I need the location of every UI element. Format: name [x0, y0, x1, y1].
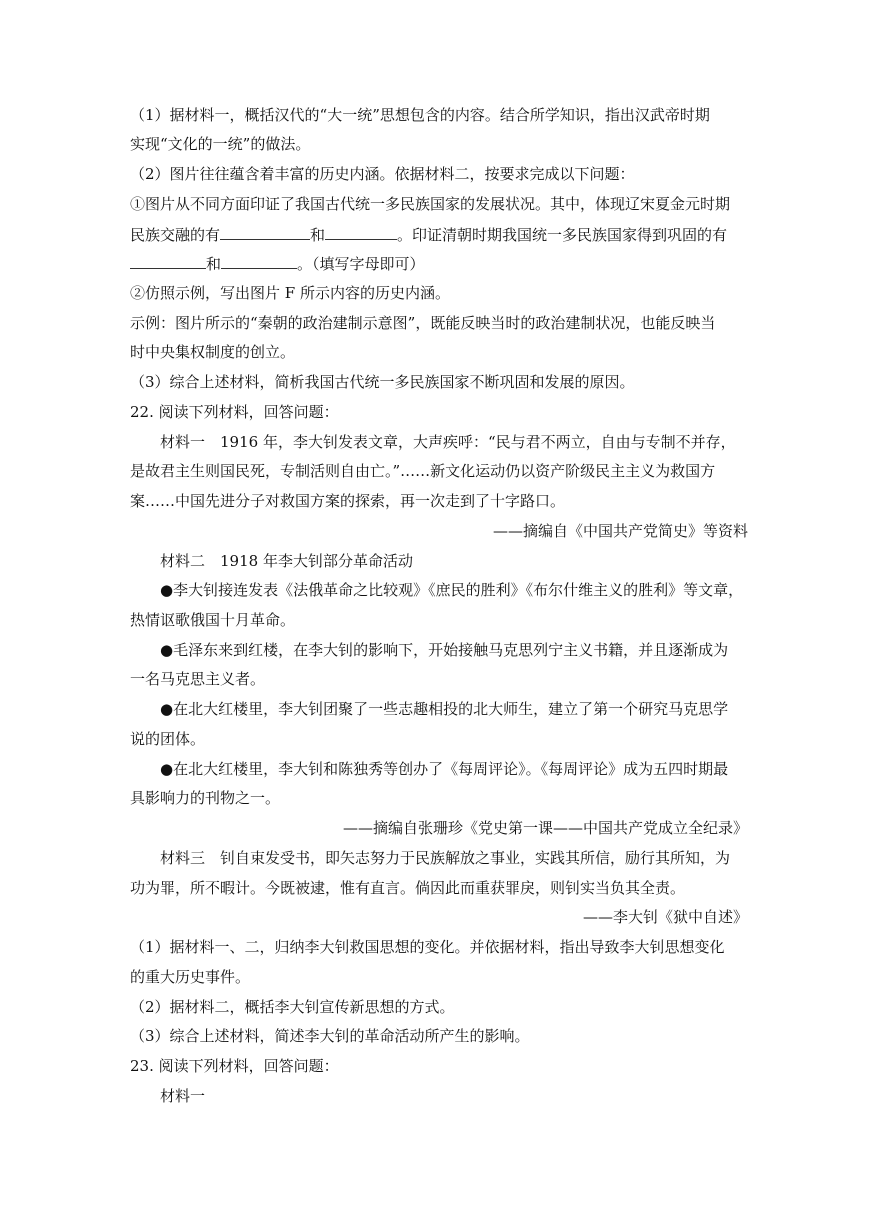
q21-1-line-2: 实现“文化的一统”的做法。: [130, 135, 311, 153]
q22-material2-bullet-3-line-1: ●在北大红楼里，李大钊团聚了一些志趣相投的北大师生，建立了第一个研究马克思学: [160, 700, 729, 718]
q22-heading: 22. 阅读下列材料，回答问题：: [130, 403, 339, 421]
q22-material2-bullet-3-line-2: 说的团体。: [130, 730, 206, 748]
text-segment: 。印证清朝时期我国统一多民族国家得到巩固的有: [397, 226, 728, 244]
q22-material3-source: ——李大钊《狱中自述》: [582, 908, 748, 926]
q21-2-1-line-2: [130, 225, 750, 244]
example-line-1: 示例：图片所示的“秦朝的政治建制示意图”，既能反映当时的政治建制状况，也能反映当: [130, 314, 716, 332]
q22-material2-title: 材料二 1918 年李大钊部分革命活动: [160, 552, 413, 570]
q22-material1-line-3: 案……中国先进分子对救国方案的探索，再一次走到了十字路口。: [130, 492, 566, 510]
q23-material1-label: 材料一: [160, 1087, 206, 1105]
q22-1-line-2: 的重大历史事件。: [130, 968, 251, 986]
q21-2-1-line-1: ①图片从不同方面印证了我国古代统一多民族国家的发展状况。其中，体现辽宋夏金元时期: [130, 195, 731, 213]
answer-blank-1[interactable]: [220, 225, 310, 240]
q22-material2-bullet-2-line-2: 一名马克思主义者。: [130, 670, 266, 688]
answer-blank-4[interactable]: [221, 254, 297, 269]
q22-material2-bullet-2-line-1: ●毛泽东来到红楼，在李大钊的影响下，开始接触马克思列宁主义书籍，并且逐渐成为: [160, 641, 729, 659]
q22-material2-source: ——摘编自张珊珍《党史第一课——中国共产党成立全纪录》: [342, 819, 748, 837]
text-segment: 和: [310, 226, 326, 244]
q22-3-line: （3）综合上述材料，简述李大钊的革命活动所产生的影响。: [130, 1027, 530, 1045]
q22-material2-bullet-1-line-1: ●李大钊接连发表《法俄革命之比较观》《庶民的胜利》《布尔什维主义的胜利》等文章，: [160, 581, 744, 599]
q22-material3-line-1: 材料三 钊自束发受书，即矢志努力于民族解放之事业，实践其所信，励行其所知，为: [160, 849, 731, 867]
q21-3-line: （3）综合上述材料，简析我国古代统一多民族国家不断巩固和发展的原因。: [130, 373, 635, 391]
q22-material2-bullet-1-line-2: 热情讴歌俄国十月革命。: [130, 611, 296, 629]
example-line-2: 时中央集权制度的创立。: [130, 343, 296, 361]
text-segment: 民族交融的有: [130, 226, 221, 244]
q22-material2-bullet-4-line-2: 具影响力的刊物之一。: [130, 789, 281, 807]
q22-1-line-1: （1）据材料一、二，归纳李大钊救国思想的变化。并依据材料，指出导致李大钊思想变化: [130, 938, 725, 956]
q21-1-line-1: （1）据材料一，概括汉代的“大一统”思想包含的内容。结合所学知识，指出汉武帝时期: [130, 106, 710, 124]
q22-material1-line-2: 是故君主生则国民死，专制活则自由亡。”……新文化运动仍以资产阶级民主主义为救国方: [130, 462, 716, 480]
q22-material2-bullet-4-line-1: ●在北大红楼里，李大钊和陈独秀等创办了《每周评论》。《每周评论》成为五四时期最: [160, 760, 729, 778]
q22-material1-source: ——摘编自《中国共产党简史》等资料: [492, 522, 748, 540]
q22-material3-line-2: 功为罪，所不暇计。今既被逮，惟有直言。倘因此而重获罪戾，则钊实当负其全责。: [130, 879, 686, 897]
q21-2-intro: （2）图片往往蕴含着丰富的历史内涵。依据材料二，按要求完成以下问题：: [130, 165, 635, 183]
q21-2-1-line-3: [130, 254, 750, 273]
q22-material1-line-1: 材料一 1916 年，李大钊发表文章，大声疾呼：“民与君不两立，自由与专制不并存，: [160, 433, 736, 451]
text-segment: 。（填写字母即可）: [297, 255, 425, 273]
q23-heading: 23. 阅读下列材料，回答问题：: [130, 1057, 339, 1075]
text-segment: 和: [206, 255, 222, 273]
q22-2-line: （2）据材料二，概括李大钊宣传新思想的方式。: [130, 998, 455, 1016]
answer-blank-2[interactable]: [325, 225, 397, 240]
q21-2-2-line: ②仿照示例，写出图片 F 所示内容的历史内涵。: [130, 284, 450, 302]
answer-blank-3[interactable]: [130, 254, 206, 269]
